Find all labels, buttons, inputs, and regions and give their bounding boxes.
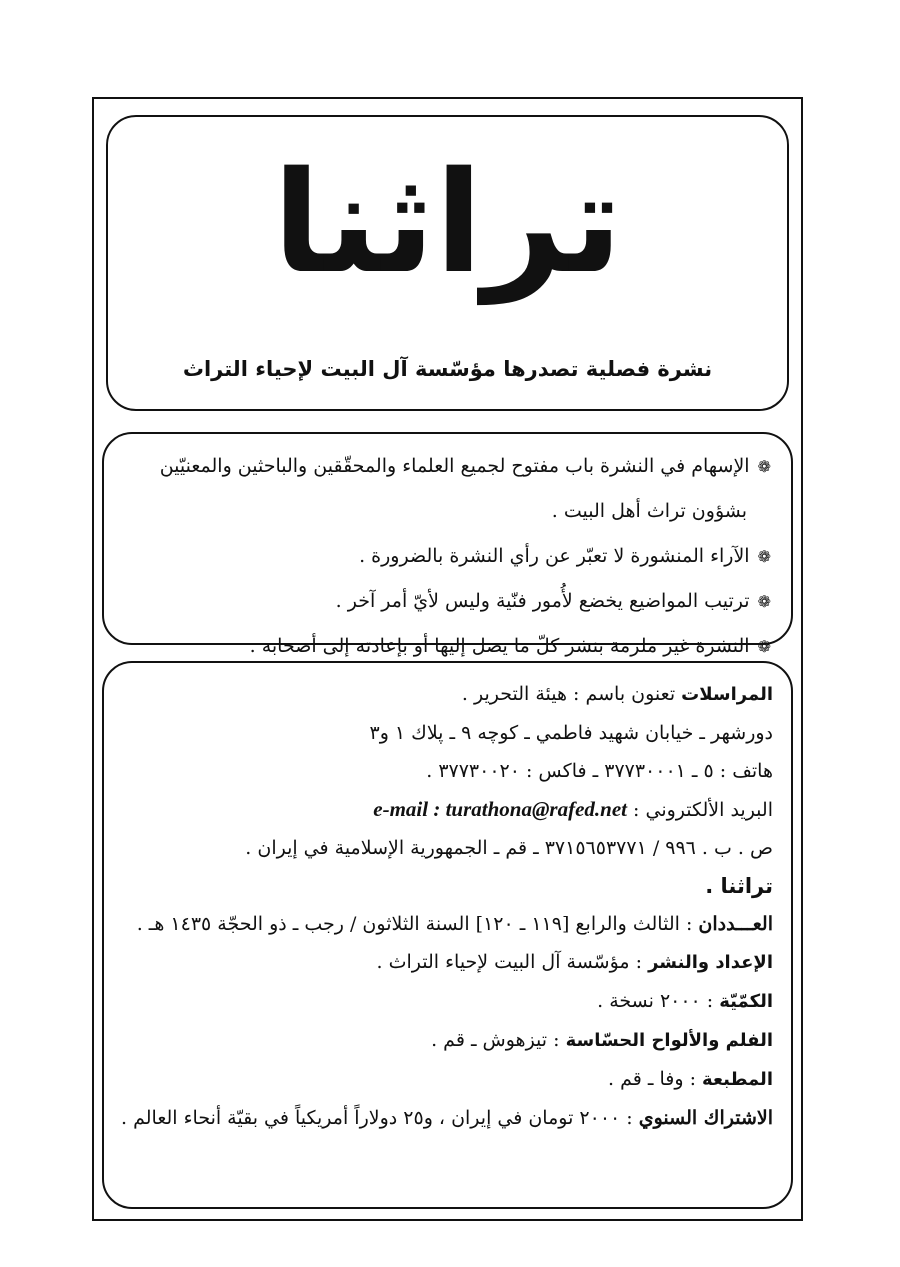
film-line bbox=[118, 1021, 773, 1060]
page-frame bbox=[92, 97, 803, 1221]
note-item: ❁ترتيب المواضيع يخضع لأُمور فنّية وليس لأيّ أمر آخر . bbox=[335, 590, 771, 612]
correspondence-label: المراسلات bbox=[681, 684, 773, 705]
subscription-value: : ٢٠٠٠ تومان في إيران ، و٢٥ دولاراً أمريكياً في بقيّة أنحاء العالم . bbox=[121, 1107, 633, 1129]
correspondence-line bbox=[118, 675, 773, 714]
publisher-value: : مؤسّسة آل البيت لإحياء التراث . bbox=[376, 951, 643, 973]
publication-name: تراثنا . bbox=[705, 874, 773, 898]
subscription-line bbox=[118, 1099, 773, 1137]
issue-value: : الثالث والرابع [١١٩ ـ ١٢٠] السنة الثلاثون / رجب ـ ذو الحجّة ١٤٣٥ هـ . bbox=[136, 913, 693, 935]
issue-label: العـــددان bbox=[698, 913, 773, 935]
title-box bbox=[106, 115, 789, 411]
flower-bullet-icon: ❁ bbox=[757, 592, 771, 611]
email-label: البريد الألكتروني : bbox=[633, 799, 773, 821]
press-value: : وفا ـ قم . bbox=[608, 1068, 696, 1090]
note-item-continuation: بشؤون تراث أهل البيت . bbox=[551, 500, 747, 522]
film-value: : تيزهوش ـ قم . bbox=[431, 1029, 560, 1051]
phone-fax-line: هاتف : ٥ ـ ٣٧٧٣٠٠٠١ ـ فاكس : ٣٧٧٣٠٠٢٠ . bbox=[426, 760, 773, 782]
note-item: ❁النشرة غير ملزمة بنشر كلّ ما يصل إليها أو بإعادته إلى أصحابه . bbox=[249, 635, 771, 657]
flower-bullet-icon: ❁ bbox=[757, 457, 771, 476]
email-line bbox=[118, 790, 773, 829]
notes-box bbox=[102, 432, 793, 657]
film-label: الفلم والألواح الحسّاسة bbox=[565, 1030, 773, 1051]
email-address: e-mail : turathona@rafed.net bbox=[373, 797, 627, 821]
subscription-label: الاشتراك السنوي bbox=[638, 1107, 773, 1129]
flower-bullet-icon: ❁ bbox=[757, 637, 771, 656]
info-box bbox=[102, 661, 793, 1209]
publisher-label: الإعداد والنشر bbox=[648, 952, 773, 973]
note-item: ❁الآراء المنشورة لا تعبّر عن رأي النشرة بالضرورة . bbox=[359, 545, 771, 567]
note-item: ❁الإسهام في النشرة باب مفتوح لجميع العلماء والمحقّقين والباحثين والمعنيّين bbox=[159, 455, 771, 477]
masthead-subtitle: نشرة فصلية تصدرها مؤسّسة آل البيت لإحياء التراث bbox=[182, 357, 713, 381]
press-label: المطبعة bbox=[702, 1069, 773, 1090]
quantity-label: الكمّيّة bbox=[719, 991, 773, 1012]
flower-bullet-icon: ❁ bbox=[757, 547, 771, 566]
po-box-line: ص . ب . ٩٩٦ / ٣٧١٥٦٥٣٧٧١ ـ قم ـ الجمهورية الإسلامية في إيران . bbox=[245, 837, 773, 859]
issue-line bbox=[118, 905, 773, 943]
quantity-value: : ٢٠٠٠ نسخة . bbox=[597, 990, 714, 1012]
publisher-line bbox=[118, 943, 773, 982]
address-line: دورشهر ـ خيابان شهيد فاطمي ـ كوچه ٩ ـ پلاك ١ و٣ bbox=[369, 722, 773, 744]
masthead-title: تراثنا bbox=[272, 142, 623, 305]
press-line bbox=[118, 1060, 773, 1099]
correspondence-value: تعنون باسم : هيئة التحرير . bbox=[461, 683, 676, 705]
quantity-line bbox=[118, 982, 773, 1021]
